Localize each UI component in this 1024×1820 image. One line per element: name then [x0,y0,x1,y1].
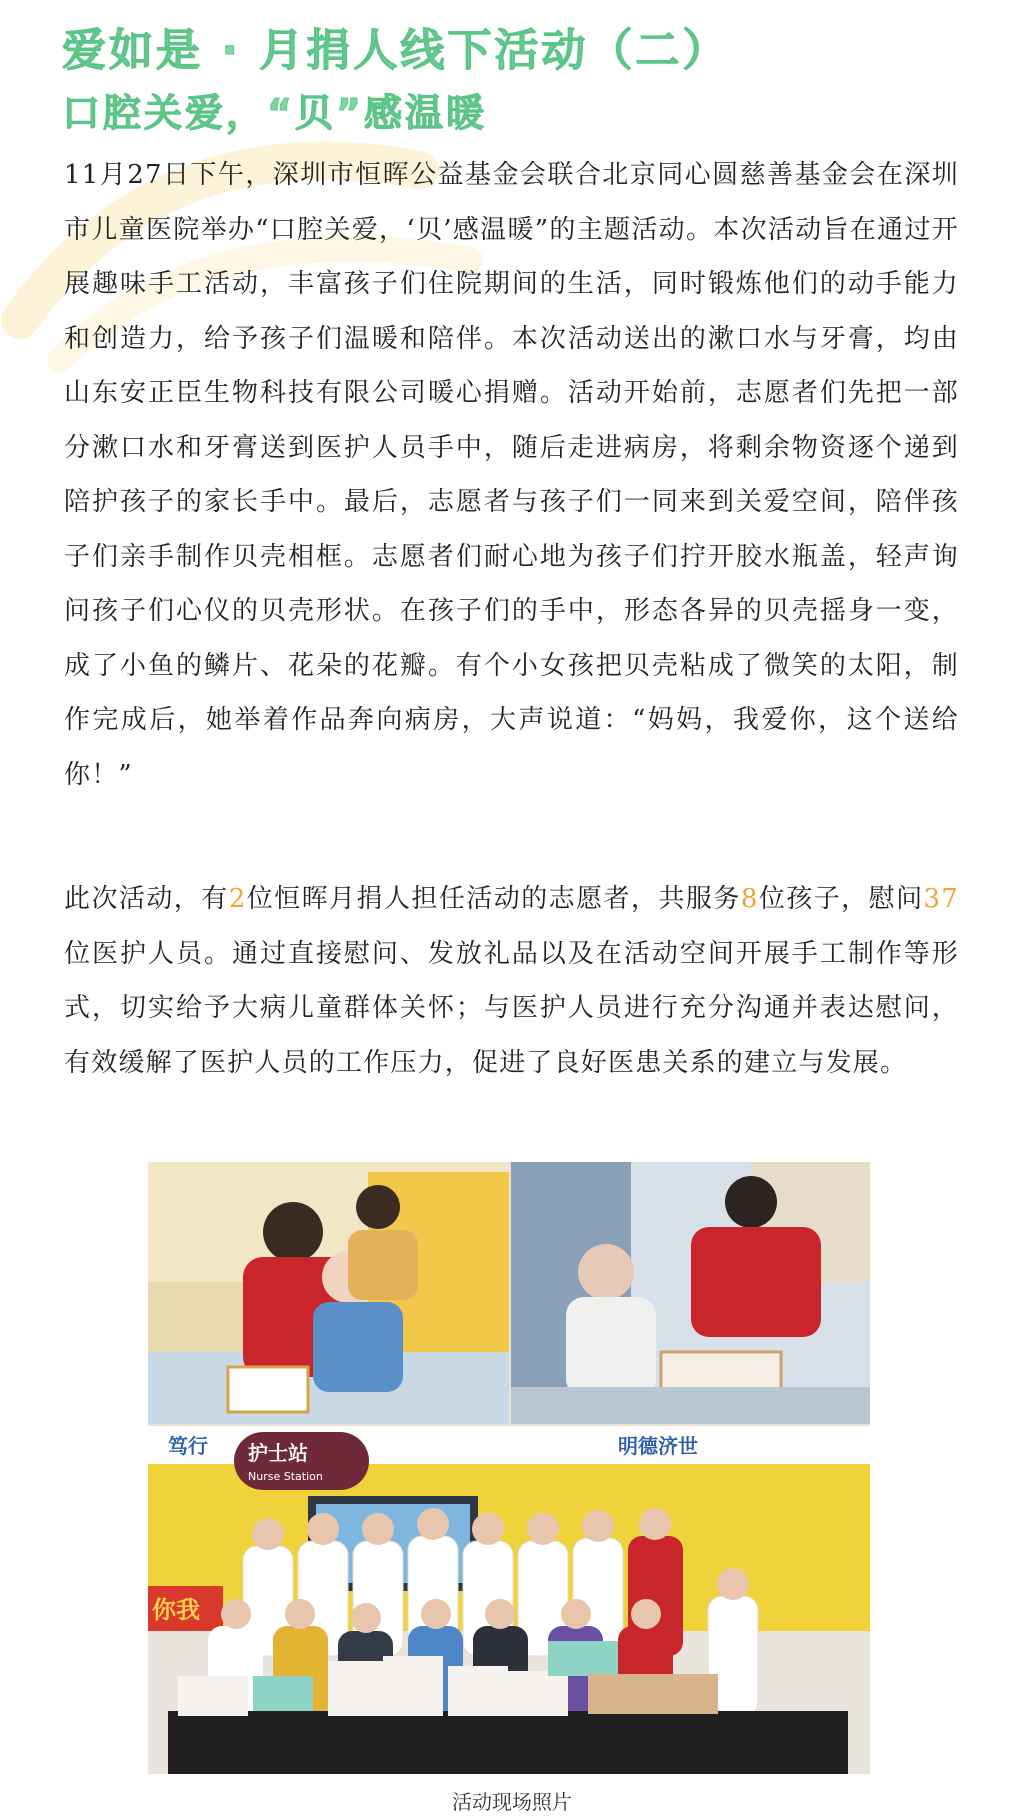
activity-photo-collage [148,1162,870,1774]
red-banner-text: 你我 [152,1596,200,1624]
article-paragraph-2 [64,872,959,1090]
photo-volunteer-helping-child [511,1162,870,1424]
photo-group-nurse-station [148,1426,870,1774]
paragraph-2-text-4: 位医护人员。通过直接慰问、发放礼品以及在活动空间开展手工制作等形式，切实给予大病儿童群体关怀；与医护人员进行充分沟通并表达慰问，有效缓解了医护人员的工作压力，促进了良好医患关系的建立与发展。 [64,938,959,1078]
medical-staff-count: 37 [923,884,959,914]
banner-left-text: 笃行 [168,1434,208,1458]
photo-volunteer-with-child [148,1162,509,1424]
banner-right-text: 明德济世 [618,1434,698,1458]
article-paragraph-1: 11月27日下午，深圳市恒晖公益基金会联合北京同心圆慈善基金会在深圳市儿童医院举办“口腔关爱，‘贝’感温暖”的主题活动。本次活动旨在通过开展趣味手工活动，丰富孩子们住院期间的生活，同时锻炼他们的动手能力和创造力，给予孩子们温暖和陪伴。本次活动送出的漱口水与牙膏，均由山东安正臣生物科技有限公司暖心捐赠。活动开始前，志愿者们先把一部分漱口水和牙膏送到医护人员手中，随后走进病房，将剩余物资逐个递到陪护孩子的家长手中。最后，志愿者与孩子们一同来到关爱空间，陪伴孩子们亲手制作贝壳相框。志愿者们耐心地为孩子们拧开胶水瓶盖，轻声询问孩子们心仪的贝壳形状。在孩子们的手中，形态各异的贝壳摇身一变，成了小鱼的鳞片、花朵的花瓣。有个小女孩把贝壳粘成了微笑的太阳，制作完成后，她举着作品奔向病房，大声说道：“妈妈，我爱你，这个送给你！” [64,160,959,790]
nurse-station-sign: 护士站 [248,1441,308,1465]
paragraph-2-text-2: 位恒晖月捐人担任活动的志愿者，共服务 [246,884,741,914]
photo-caption: 活动现场照片 [452,1790,572,1814]
paragraph-2-text-1: 此次活动，有 [64,884,229,914]
children-count: 8 [740,884,759,914]
page-title: 爱如是 · 月捐人线下活动（二） [62,25,730,76]
paragraph-2-text-3: 位孩子，慰问 [758,884,924,914]
page-subtitle: 口腔关爱，“贝”感温暖 [62,91,487,135]
nurse-station-sign-en: Nurse Station [248,1470,323,1483]
volunteer-count: 2 [228,884,247,914]
